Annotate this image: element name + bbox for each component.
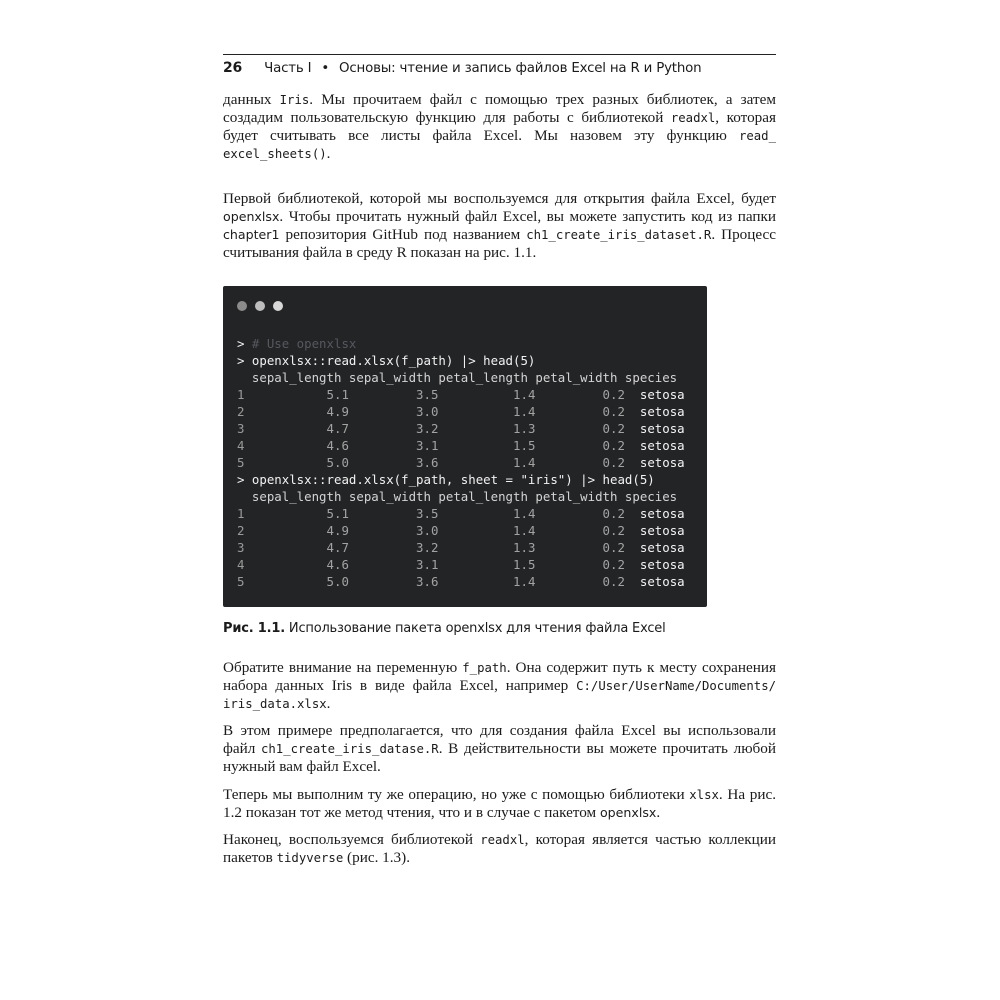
code-script-name: ch1_create_iris_datase.R xyxy=(261,742,439,756)
value-species: setosa xyxy=(624,421,685,436)
code-tidyverse: tidyverse xyxy=(276,851,344,865)
row-number: 3 xyxy=(237,540,252,555)
table-row xyxy=(237,454,685,471)
comment-line xyxy=(237,335,685,352)
command-line xyxy=(237,471,685,488)
row-number: 1 xyxy=(237,506,252,521)
command-line xyxy=(237,352,685,369)
window-dot-icon xyxy=(273,301,283,311)
paragraph-readxl xyxy=(223,831,776,867)
value-petal-width: 0.2 xyxy=(535,506,625,521)
text: . На рис. 1.2 показан тот же метод чтения, что и в случае с пакетом xyxy=(223,786,776,821)
header-bullet: • xyxy=(321,61,330,76)
prompt: > xyxy=(237,353,252,368)
row-number: 3 xyxy=(237,421,252,436)
value-species: setosa xyxy=(624,387,685,402)
value-petal-width: 0.2 xyxy=(535,404,625,419)
value-petal-length: 1.5 xyxy=(438,557,536,572)
value-petal-length: 1.3 xyxy=(438,540,536,555)
value-sepal-length: 5.1 xyxy=(251,506,349,521)
code-script-name: ch1_create_iris_dataset.R xyxy=(526,228,712,242)
value-sepal-length: 5.0 xyxy=(251,455,349,470)
value-sepal-length: 4.7 xyxy=(251,421,349,436)
value-sepal-width: 3.5 xyxy=(348,387,439,402)
value-petal-length: 1.3 xyxy=(438,421,536,436)
value-species: setosa xyxy=(624,455,685,470)
value-sepal-length: 4.7 xyxy=(251,540,349,555)
value-sepal-length: 4.6 xyxy=(251,557,349,572)
value-species: setosa xyxy=(624,438,685,453)
chapter-title: Основы: чтение и запись файлов Excel на R и Python xyxy=(339,61,702,76)
paragraph-iris-intro xyxy=(223,91,776,163)
paragraph-f-path xyxy=(223,659,776,713)
value-sepal-width: 3.1 xyxy=(348,438,439,453)
row-number: 4 xyxy=(237,557,252,572)
value-sepal-width: 3.1 xyxy=(348,557,439,572)
code-command: openxlsx::read.xlsx(f_path, sheet = "iris") |> head(5) xyxy=(251,472,655,487)
value-sepal-width: 3.5 xyxy=(348,506,439,521)
code-xlsx: xlsx xyxy=(689,788,719,802)
column-headers: sepal_length sepal_width petal_length petal_width species xyxy=(237,489,678,504)
paragraph-example xyxy=(223,722,776,776)
text: . Мы прочитаем файл с помощью трех разных библиотек, а затем создадим пользовательскую функцию для работы с библиотекой xyxy=(223,91,776,126)
table-row xyxy=(237,556,685,573)
text: . xyxy=(656,804,661,821)
value-sepal-length: 4.6 xyxy=(251,438,349,453)
part-label: Часть I xyxy=(264,61,312,76)
code-command: openxlsx::read.xlsx(f_path) |> head(5) xyxy=(251,353,536,368)
column-headers: sepal_length sepal_width petal_length petal_width species xyxy=(237,370,678,385)
code-file-path: C:/User/UserName/Documents/ iris_data.xlsx xyxy=(223,679,776,711)
term-openxlsx: openxlsx xyxy=(599,805,657,820)
code-iris: Iris xyxy=(279,93,310,107)
table-row xyxy=(237,539,685,556)
caption-label: Рис. 1.1. xyxy=(223,621,285,636)
text: . В действительности вы можете прочитать любой нужный вам файл Excel. xyxy=(223,740,776,775)
value-sepal-width: 3.0 xyxy=(348,404,439,419)
value-petal-length: 1.4 xyxy=(438,523,536,538)
row-number: 5 xyxy=(237,455,252,470)
text: Обратите внимание на переменную xyxy=(223,659,463,676)
value-petal-length: 1.4 xyxy=(438,387,536,402)
value-species: setosa xyxy=(624,523,685,538)
table-row xyxy=(237,522,685,539)
text: . xyxy=(326,695,331,712)
value-petal-width: 0.2 xyxy=(535,455,625,470)
running-header xyxy=(223,54,776,84)
text: . Чтобы прочитать нужный файл Excel, вы можете запустить код из папки xyxy=(279,208,776,225)
row-number: 2 xyxy=(237,404,252,419)
figure-caption xyxy=(223,621,666,636)
text: (рис. 1.3). xyxy=(343,849,410,866)
text: . Процесс считывания файла в среду R показан на рис. 1.1. xyxy=(223,226,776,261)
value-sepal-width: 3.0 xyxy=(348,523,439,538)
value-petal-width: 0.2 xyxy=(535,421,625,436)
code-comment: # Use openxlsx xyxy=(251,336,357,351)
text: . Она содержит путь к месту сохранения набора данных Iris в виде файла Excel, например xyxy=(223,659,776,694)
value-species: setosa xyxy=(624,540,685,555)
text: , которая будет считывать все листы файла Excel. Мы назовем эту функцию xyxy=(223,109,776,144)
code-figure xyxy=(223,286,707,607)
text: В этом примере предполагается, что для создания файла Excel вы использовали файл xyxy=(223,722,776,757)
code-readxl: readxl xyxy=(480,833,525,847)
value-petal-length: 1.4 xyxy=(438,404,536,419)
value-petal-width: 0.2 xyxy=(535,557,625,572)
table-row xyxy=(237,403,685,420)
value-species: setosa xyxy=(624,574,685,589)
r-console-output xyxy=(237,335,685,590)
term-chapter1: chapter1 xyxy=(223,227,280,242)
value-species: setosa xyxy=(624,557,685,572)
table-row xyxy=(237,386,685,403)
value-petal-length: 1.5 xyxy=(438,438,536,453)
term-openxlsx: openxlsx xyxy=(223,209,280,224)
value-petal-width: 0.2 xyxy=(535,523,625,538)
table-row xyxy=(237,420,685,437)
value-sepal-width: 3.2 xyxy=(348,540,439,555)
page-number: 26 xyxy=(223,60,243,76)
text: Первой библиотекой, которой мы воспользуемся для открытия файла Excel, будет xyxy=(223,190,776,207)
table-row xyxy=(237,437,685,454)
value-species: setosa xyxy=(624,506,685,521)
value-sepal-width: 3.2 xyxy=(348,421,439,436)
table-header xyxy=(237,488,685,505)
text: репозитория GitHub под названием xyxy=(279,226,527,243)
window-dot-icon xyxy=(237,301,247,311)
text: Теперь мы выполним ту же операцию, но уже с помощью библиотеки xyxy=(223,786,690,803)
value-sepal-length: 4.9 xyxy=(251,523,349,538)
text: . xyxy=(326,145,331,162)
table-row xyxy=(237,573,685,590)
value-petal-width: 0.2 xyxy=(535,438,625,453)
value-petal-width: 0.2 xyxy=(535,574,625,589)
window-dot-icon xyxy=(255,301,265,311)
text: , которая является частью коллекции пакетов xyxy=(223,831,777,866)
table-header xyxy=(237,369,685,386)
value-species: setosa xyxy=(624,404,685,419)
value-petal-width: 0.2 xyxy=(535,387,625,402)
table-row xyxy=(237,505,685,522)
value-petal-length: 1.4 xyxy=(438,455,536,470)
caption-text: Использование пакета openxlsx для чтения файла Excel xyxy=(284,621,666,636)
value-sepal-length: 5.0 xyxy=(251,574,349,589)
value-petal-width: 0.2 xyxy=(535,540,625,555)
paragraph-xlsx xyxy=(223,786,776,822)
value-petal-length: 1.4 xyxy=(438,506,536,521)
value-sepal-length: 5.1 xyxy=(251,387,349,402)
row-number: 2 xyxy=(237,523,252,538)
code-read-excel-sheets: read_ excel_sheets() xyxy=(223,129,776,161)
value-sepal-width: 3.6 xyxy=(348,574,439,589)
prompt: > xyxy=(237,336,252,351)
code-f-path: f_path xyxy=(462,661,507,675)
text: данных xyxy=(223,91,280,108)
value-sepal-length: 4.9 xyxy=(251,404,349,419)
row-number: 1 xyxy=(237,387,252,402)
row-number: 4 xyxy=(237,438,252,453)
code-readxl: readxl xyxy=(670,111,716,125)
value-sepal-width: 3.6 xyxy=(348,455,439,470)
row-number: 5 xyxy=(237,574,252,589)
prompt: > xyxy=(237,472,252,487)
value-petal-length: 1.4 xyxy=(438,574,536,589)
text: Наконец, воспользуемся библиотекой xyxy=(223,831,481,848)
paragraph-openxlsx xyxy=(223,190,776,262)
